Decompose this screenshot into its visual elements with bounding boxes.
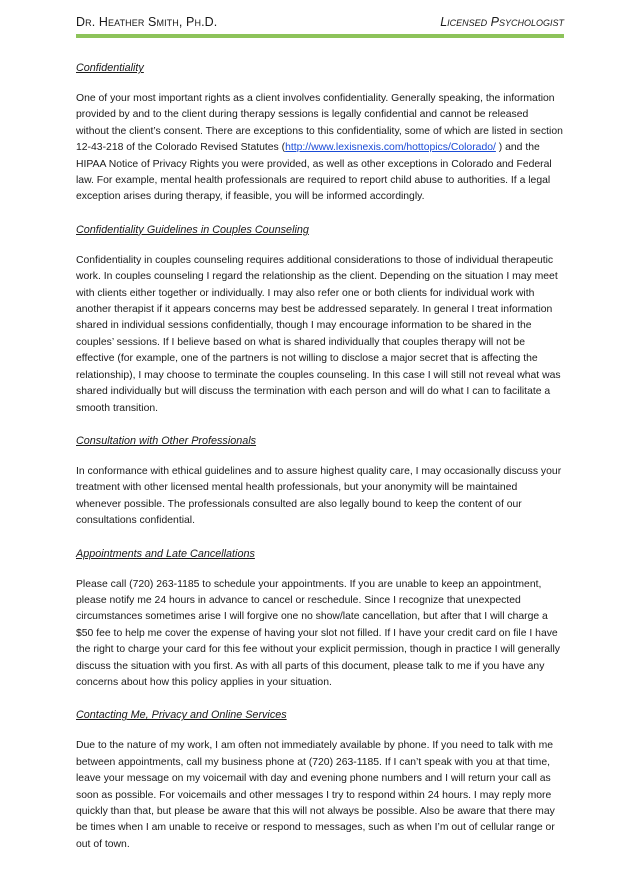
section-heading-confidentiality: Confidentiality (76, 62, 144, 74)
author-title: Licensed Psychologist (440, 15, 564, 29)
section-heading-contacting: Contacting Me, Privacy and Online Services (76, 709, 287, 722)
section-body-appointments: Please call (720) 263-1185 to schedule your appointments. If you are unable to keep an appointment, please notify me 24 hours in advance to cancel or reschedule. Since I recognize that unexpected circumstances sometimes arise I will forgive one no show/late cancellation, but after that I will charge a $50 fee to help me cover the expense of having your slot not filled. If I have your credit card on file I have the right to charge your card for this fee without your explicit permission, though in practice I will generally discuss the situation with you first. As with all parts of this document, please talk to me if you have any concerns about how this policy applies in your situation. (76, 578, 560, 688)
section-heading-consultation: Consultation with Other Professionals (76, 434, 257, 447)
section-body-couples: Confidentiality in couples counseling requires additional considerations to those of individual therapeutic work. In couples counseling I regard the relationship as the client. Depending on the situation I may meet with clients either together or individually. I may also refer one or both clients for individual work with another therapist if it appears concerns may best be addressed separately. In general I treat information shared in individual sessions confidentially, though I may encourage information to be shared in the couples’ sessions. If I believe based on what is shared individually that couples therapy will not be effective (for example, one of the partners is not willing to disclose a major secret that is affecting the relationship), I may choose to terminate the couples counseling. In this case I will still not reveal what was shared individually but will discuss the termination with each person and will do what I can to facilitate a smooth transition. (76, 254, 561, 414)
document-body (76, 60, 564, 869)
section-body-consultation: In conformance with ethical guidelines and to assure highest quality care, I may occasionally discuss your treatment with other licensed mental health professionals, but your anonymity will be maintained whenever possible. The professionals consulted are also legally bound to keep the content of our consultations confidential. (76, 465, 562, 527)
author-name: Dr. Heather Smith, Ph.D. (76, 15, 218, 29)
statutes-link[interactable]: http://www.lexisnexis.com/hottopics/Colorado/ (285, 142, 496, 154)
section-heading-appointments: Appointments and Late Cancellations (76, 547, 255, 560)
page-header (76, 15, 564, 35)
header-rule (76, 34, 564, 38)
section-body-confidentiality: One of your most important rights as a client involves confidentiality. Generally speaking, the information provided by and to the client during therapy sessions is legally confidential and cannot be released without the client’s consent. There are exceptions to this confidentiality, some of which are listed in section 12-43-218 of the Colorado Revised Statutes (http://www.lexisnexis.com/hottopics/Colorado/ ) and the HIPAA Notice of Privacy Rights you were provided, as well as other exceptions in Colorado and Federal law. For example, mental health professionals are required to report child abuse to authorities. If a legal exception arises during therapy, if feasible, you will be informed accordingly. (76, 93, 563, 203)
section-body-contacting: Due to the nature of my work, I am often not immediately available by phone. If you need to talk with me between appointments, call my business phone at (720) 263-1185. If I can’t speak with you at that time, leave your message on my voicemail with day and evening phone numbers and I will return your call as soon as possible. For voicemails and other messages I try to respond within 24 hours. I may reply more quickly than that, but please be aware that this will not always be possible. Also be aware that there may be times when I am unable to receive or respond to messages, such as when I’m out of cellular range or out of town. (76, 740, 555, 850)
section-heading-couples: Confidentiality Guidelines in Couples Counseling (76, 223, 309, 236)
